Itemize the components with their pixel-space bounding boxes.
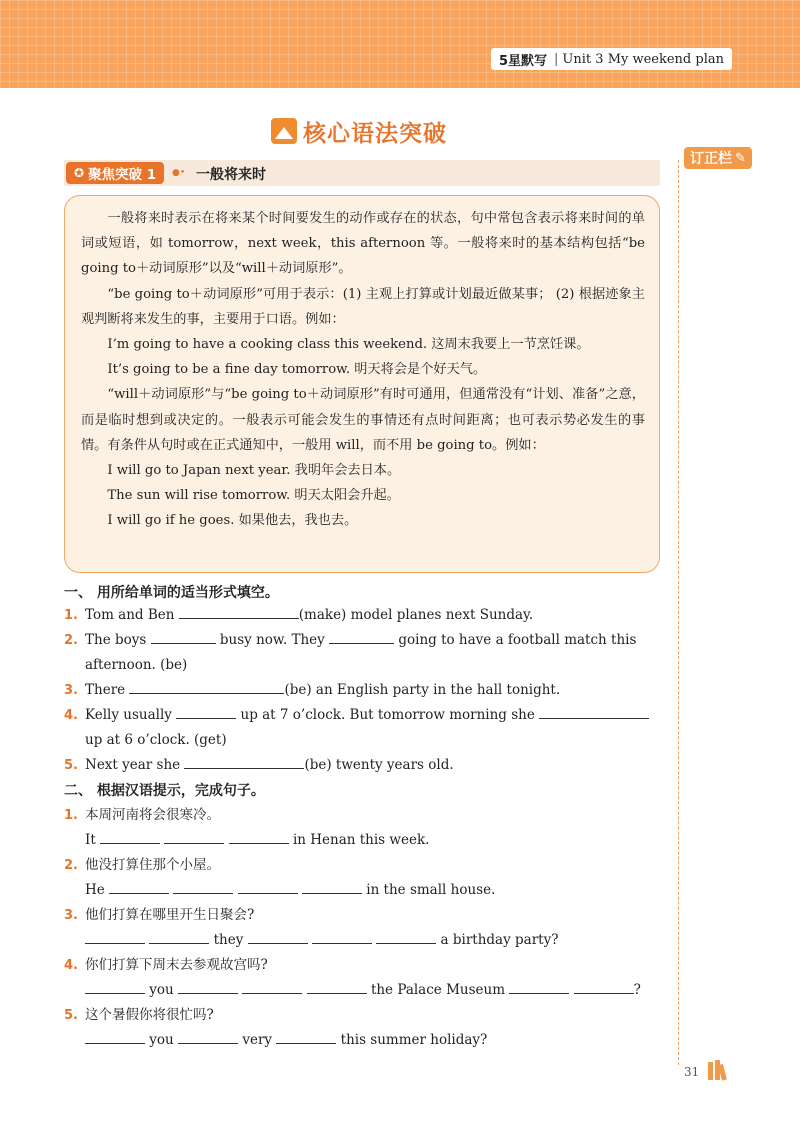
question-text: (make) model planes next Sunday. <box>298 607 534 623</box>
header-separator: | <box>554 51 559 67</box>
question-text: busy now. They <box>219 632 325 648</box>
note-paragraph-1: 一般将来时表示在将来某个时间要发生的动作或存在的状态，句中常包含表示将来时间的单词或短语，如 tomorrow，next week，this afternoon 等。一般将来时的基本结构包括“be going to＋动词原形”以及“will＋动词原形”。 <box>81 211 645 277</box>
answer-blank[interactable] <box>329 628 394 644</box>
answer-blank[interactable] <box>509 978 569 994</box>
answer-blank[interactable] <box>276 1028 336 1044</box>
answer-text: you <box>149 1032 174 1048</box>
answer-text: they <box>213 932 244 948</box>
brand-label: 5星默写 <box>498 53 548 69</box>
answer-text: this summer holiday? <box>340 1032 488 1048</box>
answer-blank[interactable] <box>539 703 649 719</box>
answer-blank[interactable] <box>151 628 216 644</box>
s2-question-5 <box>64 1003 664 1028</box>
s2-answer-1 <box>64 828 664 853</box>
answer-blank[interactable] <box>242 978 302 994</box>
grammar-note-box <box>64 195 660 573</box>
answer-text: you <box>149 982 174 998</box>
question-text: Tom and Ben <box>85 607 175 623</box>
answer-blank[interactable] <box>173 878 233 894</box>
s1-question-2-continued: afternoon. (be) <box>85 657 188 673</box>
s2-answer-4 <box>64 978 664 1003</box>
correction-column-label <box>684 147 752 169</box>
focus-heading: 一般将来时 <box>196 167 266 183</box>
section-2-heading: 二、 根据汉语提示，完成句子。 <box>64 783 265 799</box>
answer-text: the Palace Museum <box>370 982 506 998</box>
s2-question-3 <box>64 903 664 928</box>
answer-blank[interactable] <box>164 828 224 844</box>
answer-blank[interactable] <box>178 978 238 994</box>
answer-text: very <box>242 1032 273 1048</box>
s2-question-2 <box>64 853 664 878</box>
s2-answer-3 <box>64 928 664 953</box>
page-title-text: 核心语法突破 <box>303 120 447 147</box>
s2-answer-5 <box>64 1028 664 1053</box>
answer-blank[interactable] <box>312 928 372 944</box>
question-number: 4. <box>64 708 78 723</box>
note-example-5: I will go if he goes. 如果他去，我也去。 <box>107 513 358 529</box>
question-chinese: 这个暑假你将很忙吗? <box>85 1007 214 1023</box>
note-example-2: It’s going to be a fine day tomorrow. 明天将会是个好天气。 <box>107 362 487 378</box>
question-number: 3. <box>64 908 78 923</box>
note-example-4: The sun will rise tomorrow. 明天太阳会升起。 <box>107 488 400 504</box>
note-paragraph-3: “will＋动词原形”与“be going to＋动词原形”有时可通用，但通常没有“计划、准备”之意，而是临时想到或决定的。一般表示可能会发生的事情还有点时间距离；也可表示势必发生的事情。有条件从句时或在正式通知中，一般用 will，而不用 be going to。例如： <box>81 387 645 453</box>
s1-question-5 <box>64 753 664 778</box>
answer-text: It <box>85 832 96 848</box>
question-text: Next year she <box>85 757 181 773</box>
answer-blank[interactable] <box>248 928 308 944</box>
answer-blank[interactable] <box>100 828 160 844</box>
correction-label-text: 订正栏 <box>690 151 732 167</box>
answer-blank[interactable] <box>229 828 289 844</box>
s2-question-1 <box>64 803 664 828</box>
focus-badge-text: 聚焦突破 1 <box>88 167 157 183</box>
answer-blank[interactable] <box>176 703 236 719</box>
answer-text: a birthday party? <box>440 932 559 948</box>
question-text: going to have a football match this <box>398 632 637 648</box>
question-number: 5. <box>64 758 78 773</box>
header-tag <box>491 48 732 70</box>
s1-question-2 <box>64 628 664 653</box>
section-1-heading: 一、 用所给单词的适当形式填空。 <box>64 585 279 601</box>
question-number: 5. <box>64 1008 78 1023</box>
answer-blank[interactable] <box>238 878 298 894</box>
focus-badge <box>66 162 164 184</box>
s1-question-1 <box>64 603 664 628</box>
answer-blank[interactable] <box>574 978 634 994</box>
answer-blank[interactable] <box>149 928 209 944</box>
question-text: Kelly usually <box>85 707 172 723</box>
page-title <box>271 116 447 146</box>
answer-text: He <box>85 882 105 898</box>
question-number: 2. <box>64 858 78 873</box>
question-chinese: 他们打算在哪里开生日聚会? <box>85 907 255 923</box>
books-icon <box>708 1060 736 1080</box>
answer-text: ? <box>633 982 641 998</box>
answer-blank[interactable] <box>307 978 367 994</box>
question-text: (be) twenty years old. <box>304 757 454 773</box>
answer-blank[interactable] <box>85 978 145 994</box>
s1-question-3 <box>64 678 664 703</box>
question-number: 1. <box>64 608 78 623</box>
s2-question-4 <box>64 953 664 978</box>
answer-blank[interactable] <box>376 928 436 944</box>
page-number: 31 <box>684 1065 700 1079</box>
note-paragraph-2: “be going to＋动词原形”可用于表示：(1) 主观上打算或计划最近做某事； (2) 根据迹象主观判断将来发生的事，主要用于口语。例如： <box>81 286 645 327</box>
question-chinese: 你们打算下周末去参观故宫吗? <box>85 957 268 973</box>
question-number: 2. <box>64 633 78 648</box>
correction-column-divider <box>678 160 679 1065</box>
s1-question-4 <box>64 703 664 728</box>
question-text: There <box>85 682 126 698</box>
pencil-icon: ✎ <box>735 150 746 166</box>
s1-question-4-continued: up at 6 o’clock. (get) <box>85 732 227 748</box>
answer-blank[interactable] <box>302 878 362 894</box>
book-spine <box>708 1062 713 1080</box>
answer-blank[interactable] <box>85 928 145 944</box>
mountain-icon <box>271 118 297 144</box>
s2-answer-2 <box>64 878 664 903</box>
question-number: 3. <box>64 683 78 698</box>
lesson-label: My weekend plan <box>607 51 724 67</box>
answer-blank[interactable] <box>178 1028 238 1044</box>
question-number: 1. <box>64 808 78 823</box>
bulb-icon: ✪ <box>74 166 85 180</box>
answer-blank[interactable] <box>184 753 304 769</box>
note-example-3: I will go to Japan next year. 我明年会去日本。 <box>107 463 401 479</box>
question-text: up at 7 o’clock. But tomorrow morning she <box>240 707 535 723</box>
note-example-1: I’m going to have a cooking class this weekend. 这周末我要上一节烹饪课。 <box>107 337 590 353</box>
answer-text: in Henan this week. <box>292 832 430 848</box>
top-banner <box>0 0 800 88</box>
question-chinese: 他没打算住那个小屋。 <box>85 857 220 873</box>
unit-label: Unit 3 <box>562 51 604 67</box>
answer-blank[interactable] <box>109 878 169 894</box>
focus-dots: ●• <box>172 168 186 178</box>
answer-blank[interactable] <box>129 678 284 694</box>
question-chinese: 本周河南将会很寒冷。 <box>85 807 220 823</box>
question-text: The boys <box>85 632 147 648</box>
question-text: (be) an English party in the hall tonight. <box>284 682 561 698</box>
question-number: 4. <box>64 958 78 973</box>
answer-text: in the small house. <box>366 882 496 898</box>
answer-blank[interactable] <box>85 1028 145 1044</box>
answer-blank[interactable] <box>179 603 299 619</box>
